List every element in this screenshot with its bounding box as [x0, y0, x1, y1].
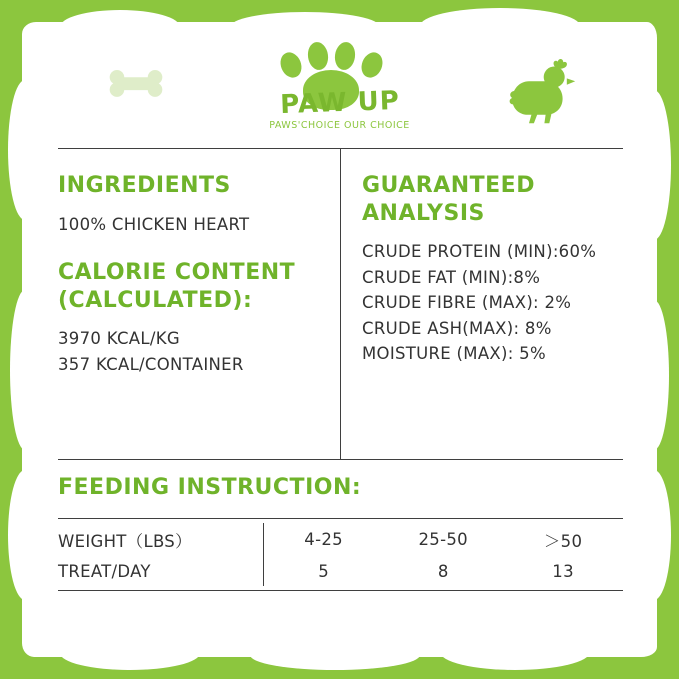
ingredients-text: 100% CHICKEN HEART: [58, 214, 250, 234]
feeding-section: [58, 474, 623, 591]
guaranteed-heading-line2: ANALYSIS: [362, 200, 485, 226]
treat-count: 5: [318, 561, 330, 581]
analysis-row: MOISTURE (MAX): 5%: [362, 344, 546, 364]
treat-count: 8: [437, 561, 449, 581]
feeding-table-wrap: [58, 518, 623, 591]
table-row: [58, 523, 623, 557]
calorie-line: 357 KCAL/CONTAINER: [58, 354, 244, 374]
weight-range: ＞50: [543, 531, 583, 551]
calorie-heading-line1: CALORIE CONTENT: [58, 260, 296, 286]
row-label-treats: TREAT/DAY: [58, 557, 263, 586]
label-header: [22, 30, 657, 148]
brand-name: PAW UP: [279, 85, 400, 121]
guaranteed-analysis-heading: [362, 172, 642, 227]
analysis-row: CRUDE FIBRE (MAX): 2%: [362, 293, 572, 313]
divider-middle: [58, 459, 623, 460]
calorie-heading: [58, 259, 348, 314]
right-column: [362, 172, 642, 367]
brand-logo: [235, 40, 445, 131]
analysis-row: CRUDE FAT (MIN):8%: [362, 267, 541, 287]
calorie-heading-line2: (CALCULATED):: [58, 287, 253, 313]
analysis-row: CRUDE PROTEIN (MIN):60%: [362, 242, 597, 261]
weight-range: 25-50: [418, 530, 468, 549]
calorie-line: 3970 KCAL/KG: [58, 329, 180, 349]
guaranteed-heading-line1: GUARANTEED: [362, 173, 535, 198]
table-row: [58, 557, 623, 586]
ingredients-heading: INGREDIENTS: [58, 173, 231, 198]
feeding-table: [58, 523, 623, 586]
weight-range: 4-25: [304, 530, 343, 549]
bone-icon: [108, 68, 164, 100]
analysis-row: CRUDE ASH(MAX): 8%: [362, 318, 552, 338]
row-label-weight: WEIGHT（LBS）: [58, 523, 263, 557]
left-column: [58, 172, 348, 377]
brand-tagline: PAWS'CHOICE OUR CHOICE: [269, 120, 410, 131]
treat-count: 13: [552, 561, 574, 581]
chicken-icon: [507, 56, 579, 126]
feeding-heading: FEEDING INSTRUCTION:: [58, 475, 362, 500]
